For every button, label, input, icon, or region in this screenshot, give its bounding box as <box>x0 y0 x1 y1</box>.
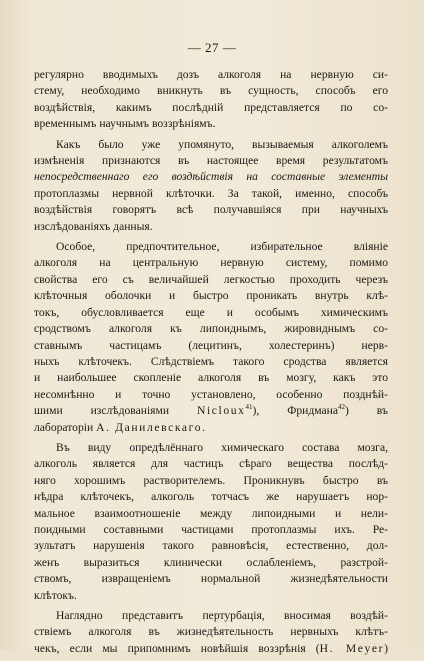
text-fragment: чекъ, если мы припомнимъ новѣйшія воззрѣнія ( <box>34 641 320 655</box>
author-name: А. Данилевскаго. <box>96 420 207 434</box>
text-line: Наглядно представитъ пертурбація, вносимая воздѣй- <box>56 609 388 622</box>
text-line: поидными составными частицами протоплазмы ихъ. Ре- <box>34 522 388 536</box>
citation-number: 41 <box>245 403 253 412</box>
text-line-with-citations <box>34 403 388 419</box>
paragraph-3 <box>34 239 388 436</box>
text-line: измѣненія признаются въ настоящее время результатомъ <box>34 154 388 168</box>
text-fragment: ) <box>384 641 388 655</box>
page-number: — 27 — <box>187 40 237 55</box>
text-line: зультатъ нарушенія такого равновѣсія, естественно, дол- <box>34 539 388 553</box>
text-line: стему, необходимо вникнуть въ сущность, способъ его <box>34 84 388 98</box>
text-fragment: ), Фридмана <box>252 404 339 418</box>
text-line: клѣточныя оболочки и быстро проникать внутрь клѣ- <box>34 289 388 303</box>
text-line: регулярно вводимыхъ дозъ алкоголя на нервную си- <box>34 68 388 81</box>
text-line: Какъ было уже упомянуто, вызываемыя алкоголемъ <box>56 137 388 151</box>
text-fragment: лабораторіи <box>34 420 94 434</box>
text-line: изслѣдованіяхъ данныя. <box>34 219 153 233</box>
text-line: ствіемъ алкоголя въ жизнедѣятельность нервныхъ клѣтъ- <box>34 625 388 639</box>
text-line: мальное взаимоотношеніе между липоидными и нели- <box>34 506 388 520</box>
text-line: клѣтокъ. <box>34 588 77 602</box>
text-line: свойства его съ величайшей легкостью проходить черезъ <box>34 272 388 286</box>
author-name: H. Meyer <box>319 641 385 655</box>
text-line: ныхъ клѣточекъ. Слѣдствіемъ такого сродства является <box>34 354 388 368</box>
text-line: Въ виду опредѣлённаго химическаго состава мозга, <box>56 440 388 454</box>
paragraph-2 <box>34 137 388 235</box>
body-text <box>34 67 388 661</box>
author-name: Nicloux <box>196 404 246 418</box>
text-line: воздѣйствія, какимъ послѣдній представляется по со- <box>34 100 388 114</box>
text-line: токъ, обусловливается еще и особымъ химическимъ <box>34 305 388 319</box>
citation-number: 42 <box>338 403 346 412</box>
text-line-with-citation <box>34 641 388 657</box>
text-line <box>34 420 388 436</box>
text-line: алкоголь является для частицъ сѣраго вещества послѣд- <box>34 457 388 471</box>
text-line: Особое, предпочтительное, избирательное вліяніе <box>56 240 388 254</box>
paragraph-1 <box>34 67 388 133</box>
text-line: нѣдра клѣточекъ, алкоголь тотчасъ же нарушаетъ нор- <box>34 490 388 504</box>
text-line: ствомъ, извращеніемъ нормальной жизнедѣятельности <box>34 572 388 586</box>
text-line: и наибольшее скопленіе алкоголя въ мозгу, какъ это <box>34 371 388 385</box>
text-line: протоплазмы нервной клѣточки. За такой, именно, способъ <box>34 186 388 200</box>
text-line: несомнѣнно и точно установлено, особенно позднѣй- <box>34 387 388 401</box>
text-line: алкоголя на центральную нервную систему, помимо <box>34 256 388 270</box>
text-line: ставнымъ частицамъ (лецитинъ, холестеринъ) нерв- <box>34 338 388 352</box>
text-line: непосредственнаго его воздѣйствія на составные элементы <box>34 170 388 184</box>
text-line: воздѣйствія говорятъ всѣ получавшіяся при научныхъ <box>34 203 388 217</box>
paragraph-4 <box>34 440 388 604</box>
text-line: временнымъ научнымъ воззрѣніямъ. <box>34 117 216 131</box>
text-fragment: ) въ <box>345 404 388 418</box>
text-fragment: шими изслѣдованіями <box>34 404 170 418</box>
text-line: женъ выразиться клинически ослабленіемъ, разстрой- <box>34 555 388 569</box>
text-line: сродствомъ алкоголя къ липоиднымъ, жировиднымъ со- <box>34 322 388 336</box>
text-line: няго хорошимъ растворителемъ. Проникнувъ быстро въ <box>34 473 388 487</box>
